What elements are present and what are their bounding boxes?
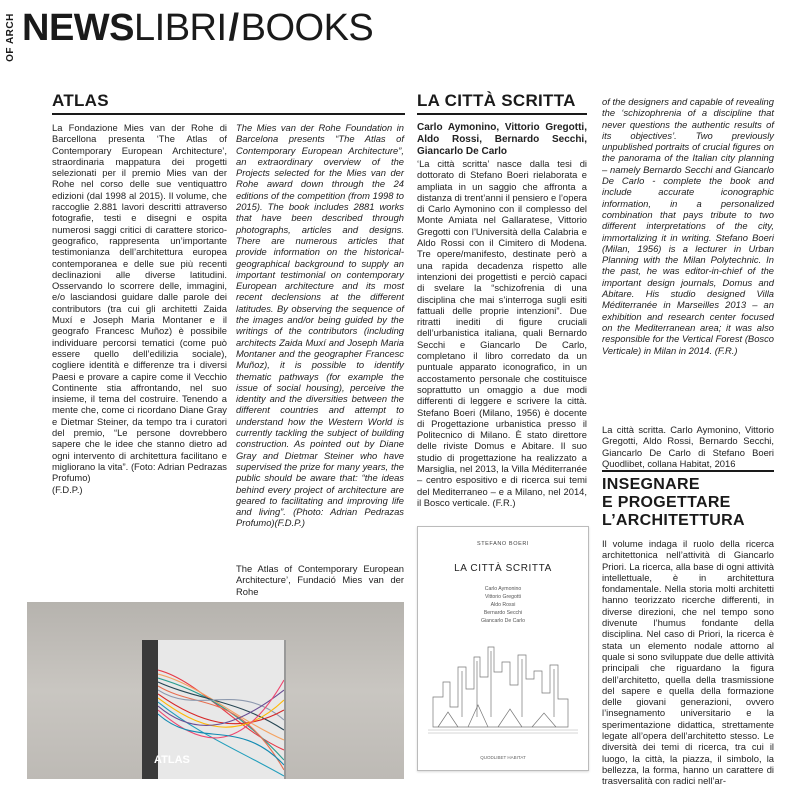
citta-cover-title: LA CITTÀ SCRITTA [454,563,552,574]
citta-rule [417,113,587,115]
citta-cover-author: STEFANO BOERI [476,541,530,547]
masthead-news: NEWS [22,7,134,49]
priori-italian-text: Il volume indaga il ruolo della ricerca architettonica nell’attività di Giancarlo Priori. La ricerca, alla base di ogni attività intellettuale, è in architettura fondamentale. Nella storia molti architetti hanno teorizzato ricerche differenti, in diverse direzioni, che nel tempo sono divenute l’humus fondante della disciplina. Nel caso di Priori, la ricerca è stata un elemento nodale attorno al quale si sono sviluppate due delle attività principali che riguardano la figura dell’architetto, quella della trasmissione del sapere e quella della formazione delle giovani generazioni, ovvero l’insegnamento universitario e la sperimentazione didattica, strettamente legate all’opera dell’architetto stesso. Le diversità dei temi di ricerca, tra cui il luogo, la città, la piazza, il simbolo, la bellezza, la forma, hanno un carattere di trasversalità con radici nell’ar- [602,538,774,787]
citta-cover-skyline [428,627,578,737]
priori-italian-column [602,538,774,787]
cover-name: Carlo Aymonino [484,586,522,592]
citta-italian-column [417,122,587,508]
priori-headline [602,476,745,530]
atlas-italian-credit: (F.D.P.) [52,483,83,495]
atlas-caption: The Atlas of Contemporary European Architecture’, Fundació Mies van der Rohe [236,563,404,597]
citta-authors: Carlo Aymonino, Vittorio Gregotti, Aldo Rossi, Bernardo Secchi, Giancarlo De Carlo [417,122,587,157]
masthead-separator: / [228,7,239,49]
priori-headline-line: E PROGETTARE [602,494,731,511]
atlas-italian-column [52,122,227,495]
priori-headline-line: L’ARCHITETTURA [602,512,745,529]
citta-headline: LA CITTÀ SCRITTA [417,91,576,110]
citta-cover-publisher: QUODLIBET HABITAT [480,755,526,760]
masthead-libri: LIBRI [134,7,227,49]
citta-book-cover [417,526,589,771]
cover-name: Giancarlo De Carlo [480,618,526,624]
cover-name: Aldo Rossi [490,602,516,608]
atlas-italian-text: La Fondazione Mies van der Rohe di Barcellona presenta ‘The Atlas of Contemporary European Architecture’, straordinaria mappatura dei progetti selezionati per il premio Mies van der Rohe nel corso delle sue ventiquattro edizioni (dal 1998 al 2015). Il volume, che raccoglie 2.881 lavori descritti attraverso fotografie, testi e disegni e ospita numerosi saggi critici di carattere storico-geografico, rappresenta un’importante testimonianza dell’architettura europea contemporanea e delle sue più recenti declinazioni alle diverse latitudini. Osservando lo scorrere delle, immagini, e/o lasciandosi guidare dalle parole dei contributors (tra cui gli architetti Zaida Muxí e Joseph Maria Montaner e il geografo Francesc Muñoz) è possibile individuare percorsi tematici (come può essere quello dell’edilizia sociale), cogliere identità e differenze tra i diversi Paesi e provare a capire come il Vecchio Continente stia affrontando, nel suo insieme, il tema del costruire. Tenendo a mente che, come ci ricordano Diane Gray e Dietmar Steiner, da tempo tra i curatori del premio, “Le persone dovrebbero sapere che le idee che stanno dietro ad ogni intervento di architettura facilitano e migliorano la vita”. (Foto: Adrian Pedrazas Profumo) [52,122,227,484]
atlas-english-text: The Mies van der Rohe Foundation in Barcelona presents “The Atlas of Contemporary European Architecture”, an extraordinary overview of the Projects selected for the Mies van der Rohe award down through the 24 editions of the competition (from 1998 to 2015). The book includes 2881 works that have been described through photographs, articles and designs. There are numerous articles that provide information on the historical-geographical background to supply an important testimonial on contemporary European architecture and its most recent declensions at the different latitudes. By observing the sequence of the images and/or being guided by the writings of the contributors (including architects Zaida Muxí and Joseph Maria Montaner and the geographer Francesc Muñoz), it is possible to identify thematic pathways (for example the issue of social housing), perceive the identity and the diversities between the different countries and attempt to understand how the Western World is currently tackling the subject of building construction. As pointed out by Diane Gray and Dietmar Steiner who have supervised the prize for many years, the public should be aware that: “the ideas behind every project of architecture are geared to facilitating and improving life and living”. (Photo: Adrian Pedrazas Profumo)(F.D.P.) [236,122,404,529]
section-masthead [22,6,373,50]
cover-name: Bernardo Secchi [483,610,523,616]
atlas-cover-title: ATLAS [154,754,190,766]
atlas-book-photo [27,602,404,779]
citta-cover-names [418,585,588,625]
masthead-books: BOOKS [240,7,374,49]
citta-italian-text: ‘La città scritta’ nasce dalla tesi di dottorato di Stefano Boeri rielaborata e ampliata in un saggio che affronta a distanza di trent’anni il pensiero e l’opera di Carlo Aymonino con il complesso del Monte Amiata nel Gallaratese, Vittorio Gregotti con l’Università della Calabria e Aldo Rossi con il Cimitero di Modena. Tre opere/manifesto, destinate però a una rapida decadenza rispetto alle intenzioni dei progettisti e perciò capaci di svelare la “schizofrenia di una disciplina che mai s’interroga sugli esiti fattuali delle proprie intenzioni”. Due ritratti inediti di figure cruciali dell’urbanistica italiana, quali Bernardo Secchi e Giancarlo De Carlo, completano il libro corredato da un puntuale apparato iconografico, in un accostamento personale che costituisce soprattutto un omaggio a due modi differenti di leggere e scrivere la città. Stefano Boeri (Milano, 1956) è docente di Progettazione urbanistica presso il Politecnico di Milano. È stato direttore delle riviste Domus e Abitare. Il suo studio di progettazione ha realizzato a Marsiglia, nel 2013, la Villa Méditerranée – centro espositivo e di ricerca sui temi del Mediterraneo – e a Milano, nel 2014, il Bosco verticale. (F.R.) [417,158,587,508]
brand-text: OF ARCH [4,13,16,62]
citta-caption: La città scritta. Carlo Aymonino, Vittorio Gregotti, Aldo Rossi, Bernardo Secchi, Giancarlo De Carlo di Stefano Boeri Quodlibet, collana Habitat, 2016 [602,424,774,469]
priori-headline-line: INSEGNARE [602,476,700,493]
citta-english-column [602,96,774,356]
cover-name: Vittorio Gregotti [485,594,521,600]
atlas-headline: ATLAS [52,91,109,110]
citta-english-text: of the designers and capable of revealing the ‘schizophrenia of a discipline that never questions the authentic results of its objectives’. Two previously unpublished portraits of crucial figures on the panorama of the Italian city planning – namely Bernardo Secchi and Giancarlo De Carlo - complete the book and include accurate iconographic information, in a personalized combination that pays tribute to two different interpretations of the city, immortalizing it in writing. Stefano Boeri (Milan, 1956) is a lecturer in Urban Planning with the Milan Polytechnic. In the past, he was editor-in-chief of the important design journals, Domus and Abitare. His studio designed Villa Méditerranée in Marseilles 2013 – an exhibition and research center focused on the Mediterranean area; it was also responsible for the Vertical Forest (Bosco Verticale) in Milan in 2014. (F.R.) [602,96,774,356]
atlas-english-column [236,122,404,529]
priori-rule [602,470,774,472]
atlas-rule [52,113,405,115]
